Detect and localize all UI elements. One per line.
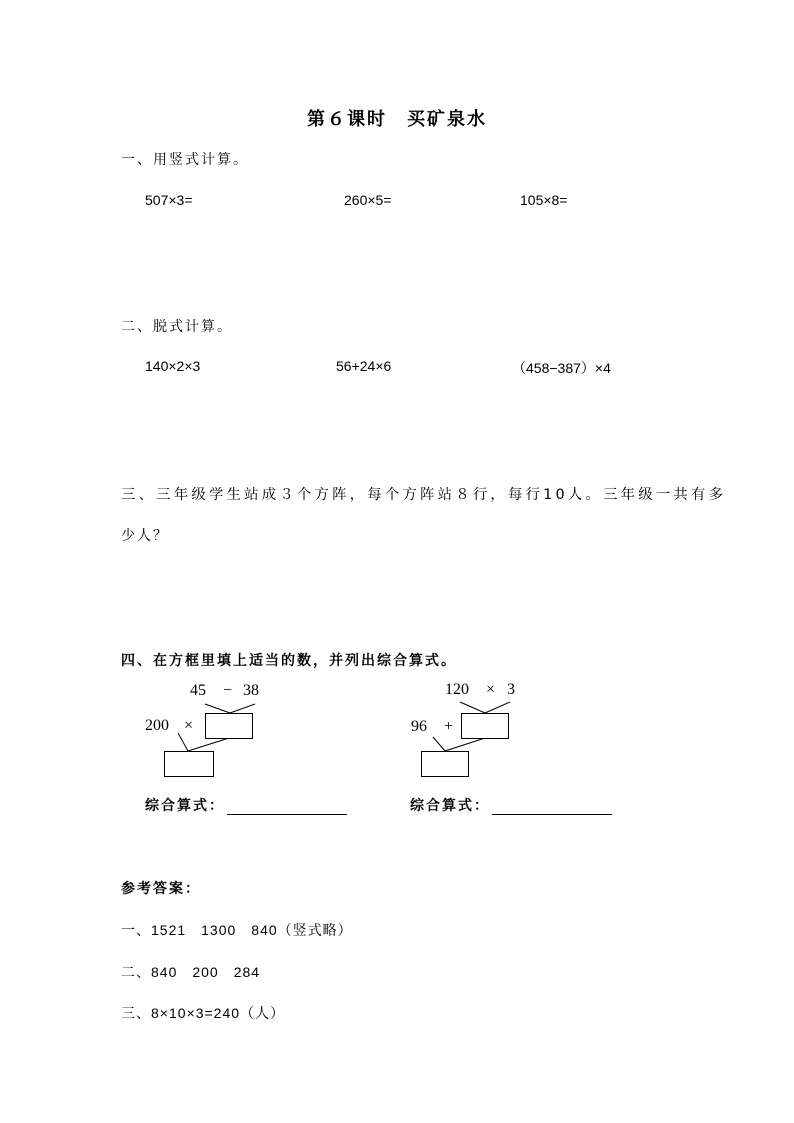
diagram-1-left-operator: ×	[184, 717, 194, 734]
section-1-heading: 一、用竖式计算。	[121, 152, 249, 168]
diagram-1-left-number: 200	[145, 717, 169, 734]
diagram-1-formula-blank[interactable]	[227, 800, 347, 815]
problem-2-1: 140×2×3	[145, 358, 201, 374]
diagram-2-top-operator: ×	[486, 681, 496, 698]
problem-1-3: 105×8=	[520, 192, 568, 208]
diagram-1-formula-line	[145, 795, 347, 815]
diagram-2-left-number: 96	[411, 718, 427, 735]
section-3-text-line1: 三、三年级学生站成３个方阵，每个方阵站８行，每行10人。三年级一共有多	[121, 487, 727, 503]
diagram-2-middle-answer-box[interactable]	[461, 713, 509, 739]
diagram-1-formula-label: 综合算式：	[145, 798, 225, 814]
diagram-2-result-answer-box[interactable]	[421, 751, 469, 777]
diagram-2-formula-label: 综合算式：	[410, 798, 490, 814]
answer-3: 三、8×10×3=240（人）	[121, 1005, 286, 1021]
diagram-1-top-right-number: 38	[243, 682, 259, 699]
problem-1-2: 260×5=	[344, 192, 392, 208]
answers-heading: 参考答案：	[121, 881, 201, 897]
diagram-2-formula-blank[interactable]	[492, 800, 612, 815]
diagram-1-top-operator: −	[223, 682, 233, 699]
problem-1-1: 507×3=	[145, 192, 193, 208]
section-3-text-line2: 少人？	[121, 528, 169, 544]
diagram-1-middle-answer-box[interactable]	[205, 713, 253, 739]
diagram-2-top-left-number: 120	[445, 681, 469, 698]
diagram-2-formula-line	[410, 795, 612, 815]
answer-2: 二、840 200 284	[121, 964, 261, 980]
page-title: 第６课时 买矿泉水	[307, 109, 487, 130]
diagram-1-result-answer-box[interactable]	[164, 751, 214, 777]
problem-2-3: （458−387）×4	[512, 360, 611, 376]
section-4-heading: 四、在方框里填上适当的数，并列出综合算式。	[121, 653, 457, 669]
problem-2-2: 56+24×6	[336, 358, 392, 374]
diagram-2-top-right-number: 3	[507, 681, 515, 698]
section-2-heading: 二、脱式计算。	[121, 319, 233, 335]
answer-1: 一、1521 1300 840（竖式略）	[121, 922, 353, 938]
diagram-1-top-left-number: 45	[190, 682, 206, 699]
diagram-2-left-operator: +	[444, 718, 454, 735]
